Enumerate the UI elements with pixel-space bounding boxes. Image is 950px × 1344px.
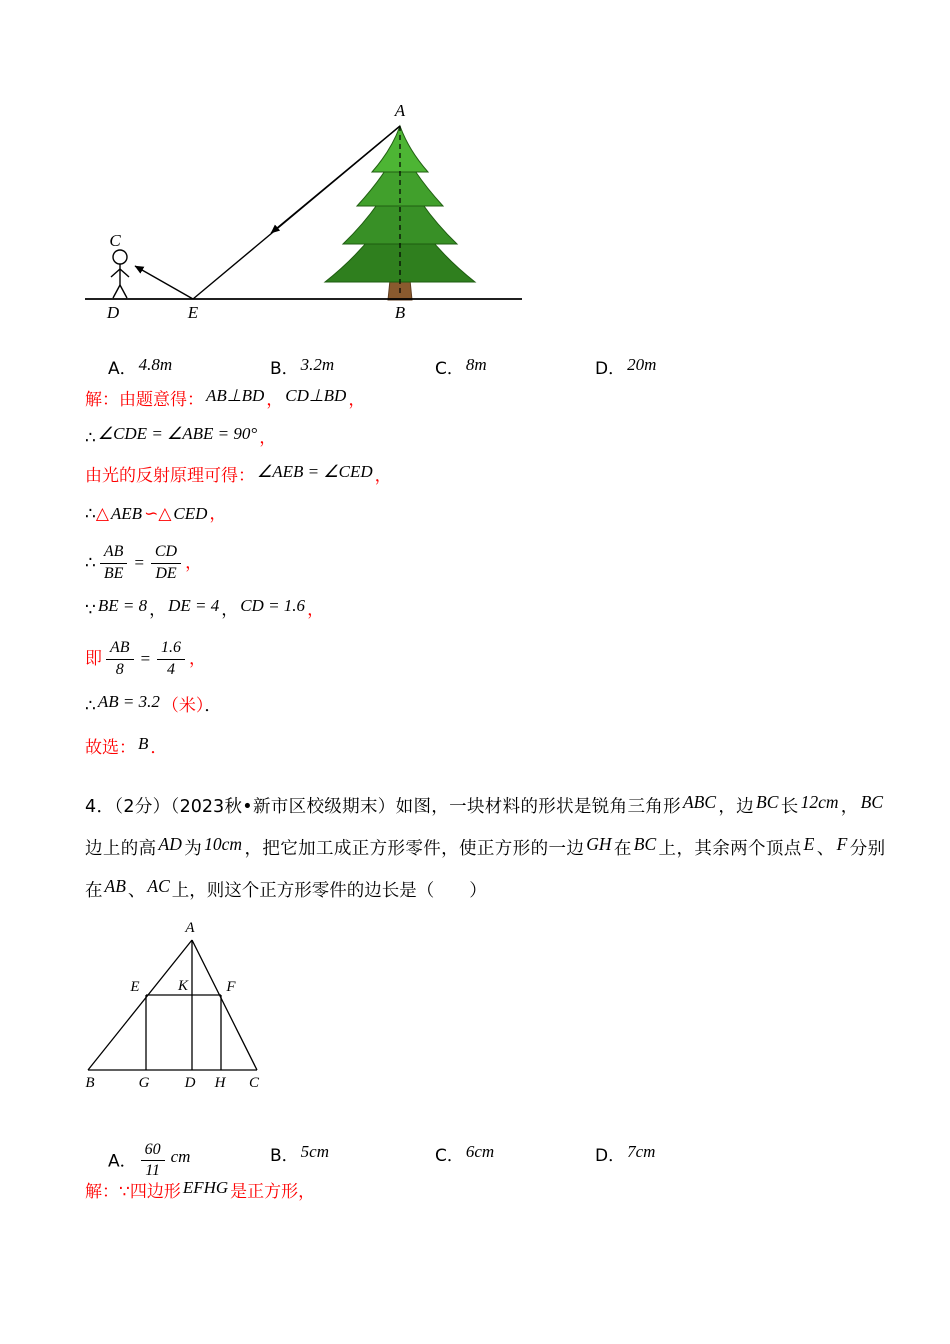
point-label-a: A [185, 920, 195, 936]
point-label-d: D [106, 303, 120, 322]
solution-line [85, 462, 915, 490]
text-segment: ． [150, 738, 168, 758]
math-text: ∠CDE = ∠ABE = 90° [97, 424, 258, 443]
option-a [108, 1141, 192, 1181]
text-segment: 上，则这个正方形零件的边长是（ ） [171, 881, 487, 901]
solution-line [85, 634, 915, 684]
reflection-figure [85, 96, 535, 328]
point-label-k: K [177, 978, 189, 994]
math-text: ABC [682, 792, 717, 812]
text-segment: 长 [780, 797, 799, 817]
option-value: 4.8m [138, 355, 173, 374]
solution-line [85, 596, 915, 624]
point-label-a: A [394, 101, 406, 120]
solution-line [85, 538, 915, 588]
side-ac [192, 940, 257, 1070]
text-segment: ． [204, 696, 222, 716]
solution-line [85, 734, 915, 762]
text-segment: （米） [161, 696, 205, 716]
text-segment: ∴ [85, 696, 96, 716]
point-label-h: H [214, 1075, 226, 1091]
text-segment: 4．（2分）（2023秋•新市区校级期末）如图，一块材料的形状是锐角三角形 [85, 797, 681, 817]
text-segment: 故选： [85, 738, 136, 758]
option-value: 6cm [465, 1142, 495, 1161]
side-ab [88, 940, 192, 1070]
text-segment: 在 [613, 839, 632, 859]
option-letter: B． [270, 359, 299, 379]
point-label-g: G [138, 1075, 150, 1091]
option-letter: A． [108, 359, 137, 379]
text-segment: ∽ [144, 504, 159, 524]
text-segment: ， [185, 553, 203, 573]
math-text: = [139, 649, 152, 668]
math-text: BC [633, 834, 657, 854]
text-segment: ∵ [85, 600, 96, 620]
option-value: 20m [627, 355, 657, 374]
text-segment: ， [348, 390, 366, 410]
option-a [108, 354, 174, 379]
option-b [270, 1141, 331, 1166]
math-text: AB = 3.2 [97, 692, 160, 711]
solution-line [85, 386, 915, 414]
option-value: 7cm [627, 1142, 656, 1161]
text-segment: ， [209, 504, 227, 524]
text-segment: ，把它加工成正方形零件，使正方形的一边 [244, 839, 585, 859]
text-segment: ， [221, 600, 239, 620]
text-segment: △ [95, 504, 109, 524]
person-figure [111, 250, 129, 298]
math-text: AC [147, 876, 170, 896]
text-segment: 解：∵四边形 [85, 1182, 181, 1202]
q4-solution [85, 1178, 915, 1216]
text-segment: ， [307, 600, 325, 620]
solution-line [85, 500, 915, 528]
option-d [595, 1141, 657, 1166]
square-in-triangle-figure [85, 918, 285, 1096]
solution-line [85, 424, 915, 452]
text-segment: ∴ [85, 504, 96, 524]
math-text: BC [860, 792, 884, 812]
text-segment: ∴ [85, 553, 96, 573]
text-segment: ∴ [85, 428, 96, 448]
text-segment: △ [158, 504, 172, 524]
option-b [270, 354, 336, 379]
fraction-denominator: 11 [145, 1162, 161, 1180]
point-label-d: D [184, 1075, 196, 1091]
option-value: 3.2m [300, 355, 335, 374]
option-letter: D． [595, 359, 626, 379]
math-text: BC [756, 792, 779, 812]
math-text: AEB [110, 504, 143, 523]
text-segment: ， [374, 466, 392, 486]
math-text: E [803, 834, 815, 854]
math-text: CED [173, 504, 208, 523]
option-value: 8m [465, 355, 487, 374]
option-letter: A． [108, 1151, 137, 1172]
option-letter: C． [435, 1146, 464, 1166]
text-segment: 由光的反射原理可得： [85, 466, 255, 486]
math-text: AB [104, 876, 126, 896]
question4-stem [85, 786, 885, 912]
text-segment: ， [266, 390, 284, 410]
text-segment: 即 [85, 649, 102, 669]
option-value: 5cm [300, 1142, 329, 1161]
math-text: DE = 4 [168, 596, 220, 615]
point-label-c: C [248, 1075, 260, 1091]
text-segment: 、 [127, 881, 146, 901]
option-letter: D． [595, 1146, 626, 1166]
math-text: F [836, 834, 848, 854]
math-text: CD = 1.6 [240, 596, 306, 615]
text-segment: ， [149, 600, 167, 620]
option-d [595, 354, 658, 379]
option-value: cm [170, 1147, 191, 1167]
point-label-e: E [187, 303, 199, 322]
text-segment: 为 [183, 839, 203, 859]
reflected-ray-e-c [135, 266, 193, 299]
fraction [137, 1141, 169, 1181]
option-letter: C． [435, 359, 464, 379]
solution-line [85, 692, 915, 720]
option-c [435, 354, 489, 379]
option-c [435, 1141, 496, 1166]
text-segment: 解：由题意得： [85, 390, 204, 410]
point-label-b: B [394, 303, 406, 322]
person-head [113, 250, 127, 264]
math-text: BE = 8 [97, 596, 148, 615]
fraction: $\frac{1.6}{4}$ [153, 639, 189, 679]
math-text: CD⊥BD [285, 386, 347, 405]
text-segment: 边上的高 [85, 839, 157, 859]
math-text: 12cm [800, 792, 839, 812]
math-text: AD [158, 834, 182, 854]
fraction-numerator: 60 [141, 1141, 165, 1161]
triangle-and-square-lines [88, 940, 257, 1070]
q3-solution [85, 386, 915, 772]
math-text: EFHG [182, 1178, 229, 1197]
figure1-labels [106, 101, 406, 322]
figure2-labels [85, 920, 260, 1091]
math-text: GH [586, 834, 612, 854]
text-segment: ， [840, 797, 859, 817]
point-label-f: F [226, 979, 236, 995]
fraction: $\frac{AB}{8}$ [102, 639, 138, 679]
point-label-e: E [130, 979, 140, 995]
math-text: ∠AEB = ∠CED [257, 462, 373, 481]
text-segment: 、 [816, 839, 835, 859]
text-segment: 上，其余两个顶点 [658, 839, 802, 859]
text-segment: 分别在 [85, 839, 886, 901]
fraction: $\frac{CD}{DE}$ [147, 543, 185, 583]
fraction: $\frac{AB}{BE}$ [96, 543, 132, 583]
text-segment: 是正方形， [230, 1182, 316, 1202]
option-letter: B． [270, 1146, 299, 1166]
math-text: B [138, 734, 149, 753]
text-segment: ， [189, 649, 207, 669]
math-text: AB⊥BD [206, 386, 265, 405]
point-label-c: C [109, 231, 121, 250]
solution-line [85, 1178, 915, 1206]
math-text: 10cm [204, 834, 243, 854]
text-segment: ， [259, 428, 277, 448]
math-text: = [133, 553, 145, 572]
point-label-b: B [85, 1075, 95, 1091]
text-segment: ，边 [718, 797, 755, 817]
